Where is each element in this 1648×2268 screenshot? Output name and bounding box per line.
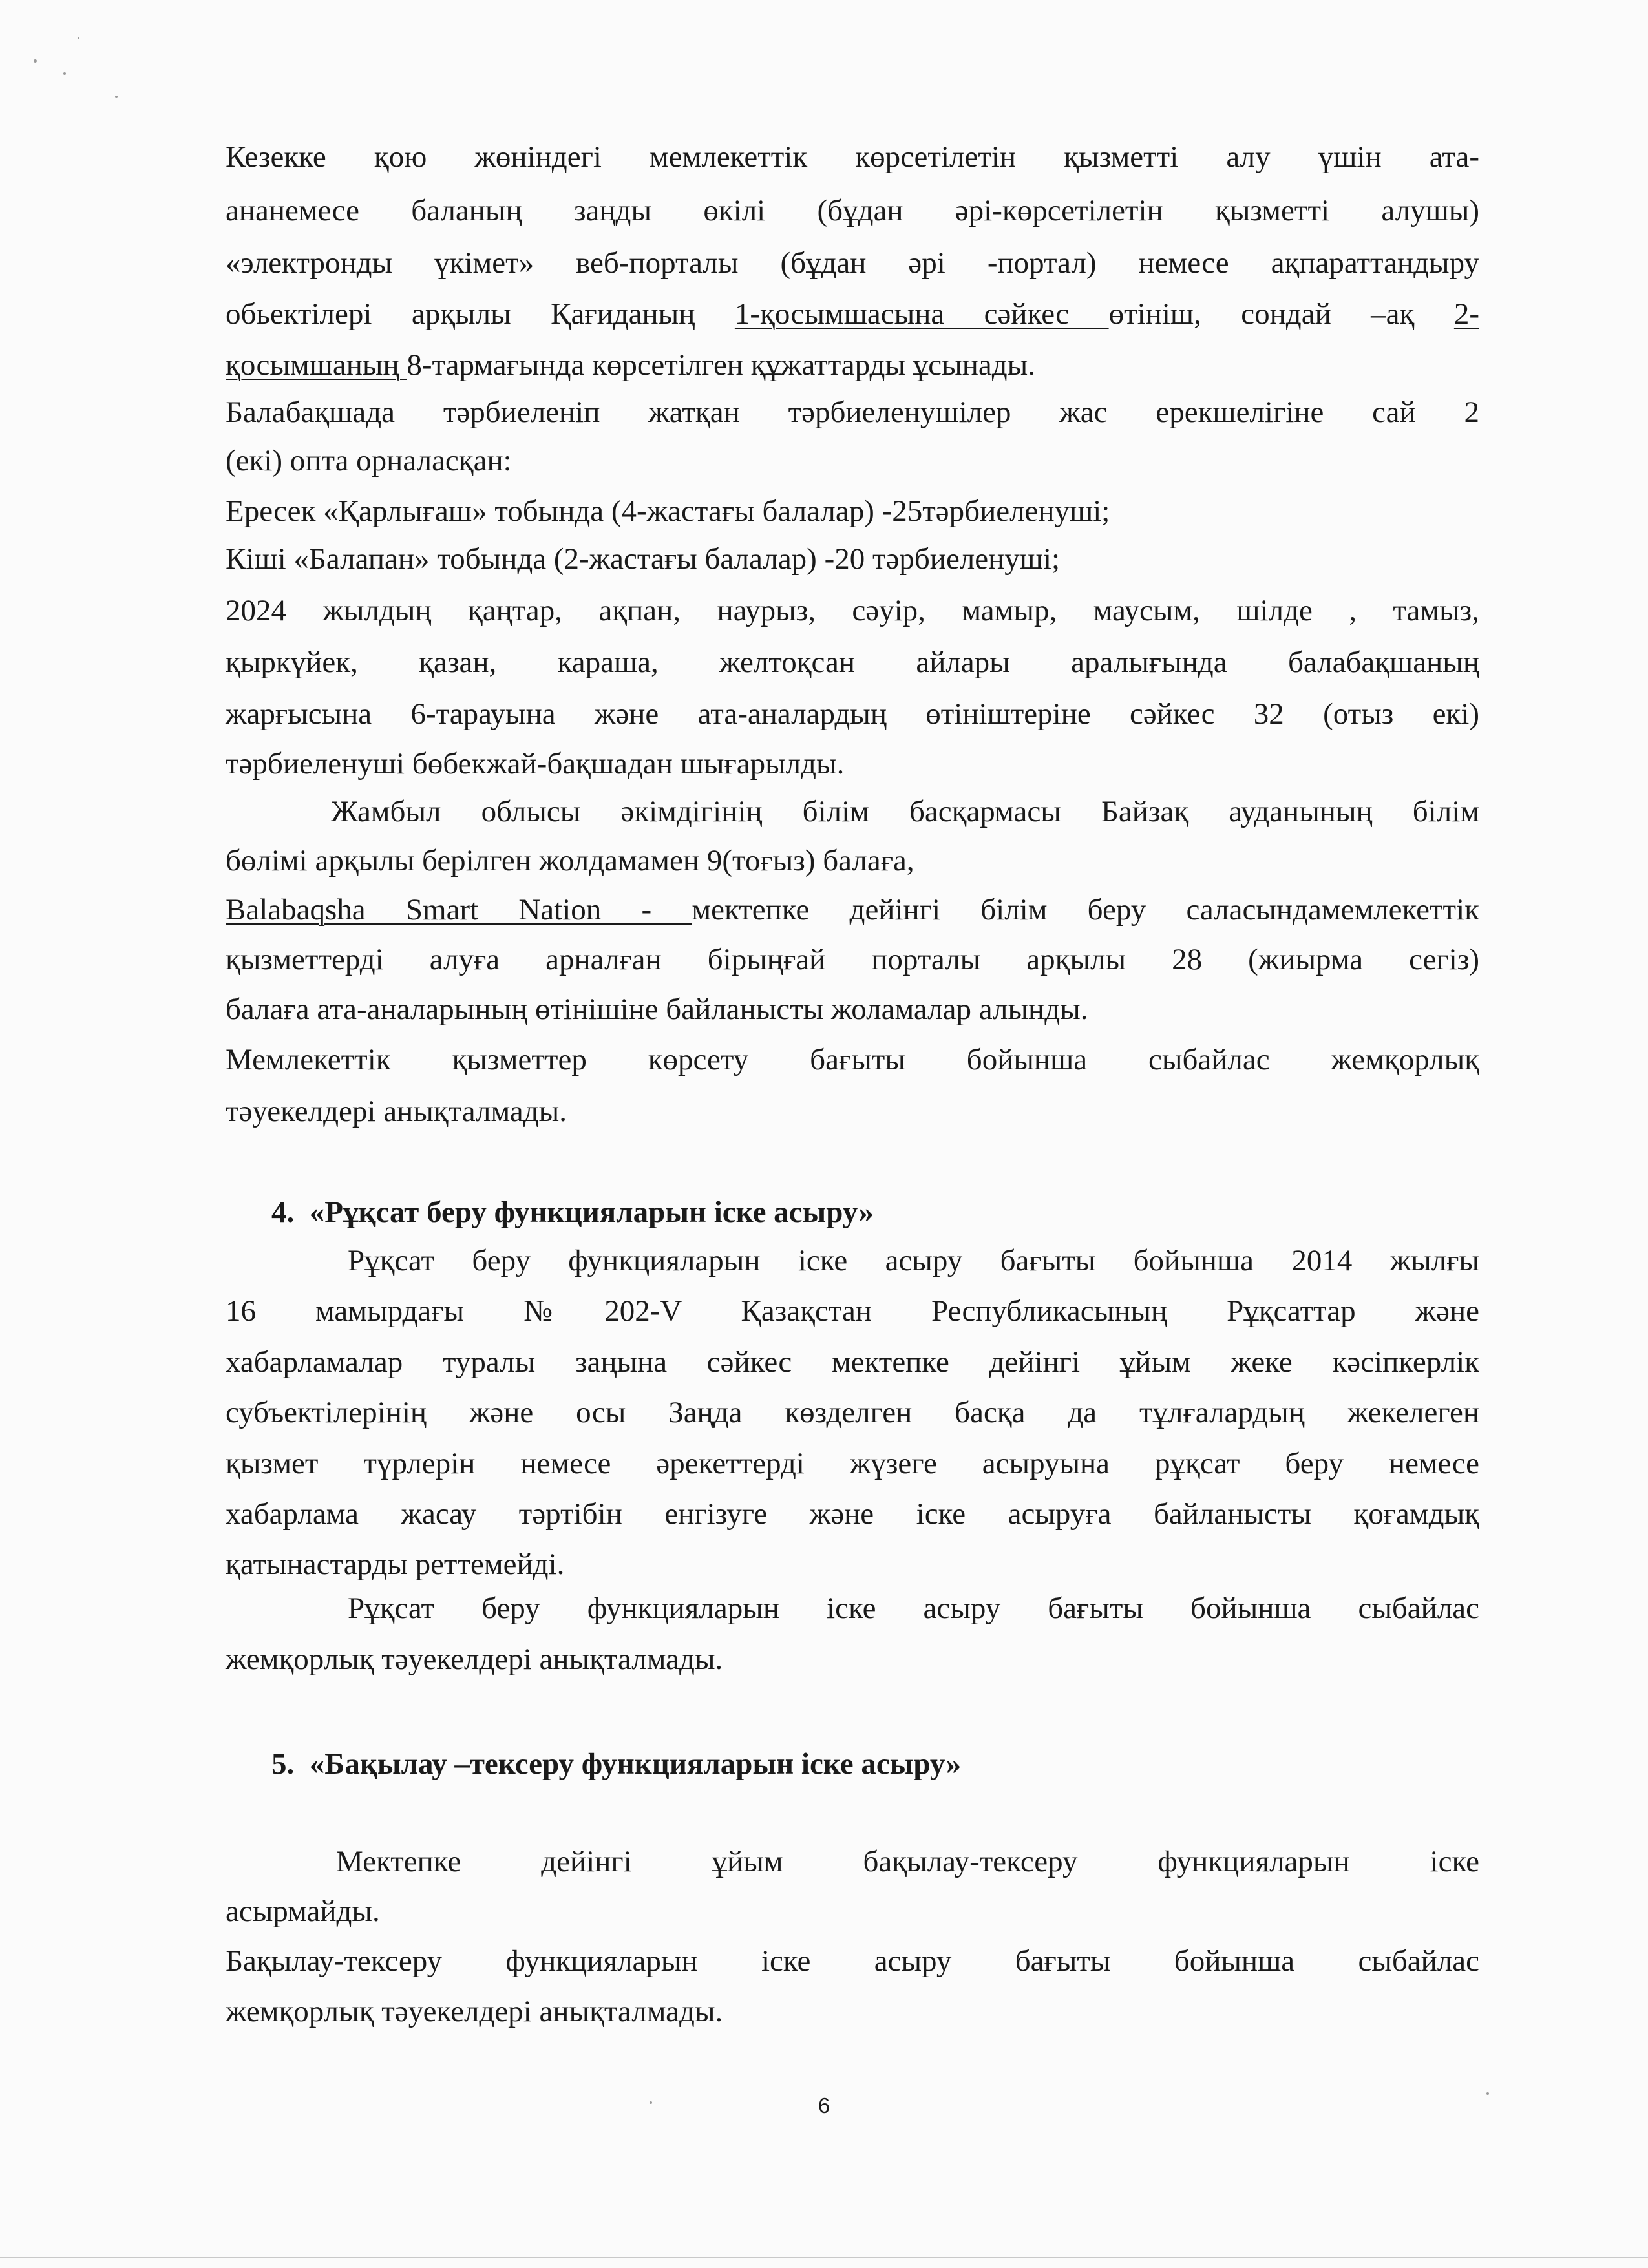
text-line: Ересек «Қарлығаш» тобында (4-жастағы балалар) -25тәрбиеленуші; (226, 494, 1110, 528)
text-line: «электронды үкімет» веб-порталы (бұдан әрі -портал) немесе ақпараттандыру (226, 246, 1479, 280)
text-line: жарғысына 6-тарауына және ата-аналардың өтініштеріне сәйкес 32 (отыз екі) (226, 697, 1479, 731)
text-line: қызметтерді алуға арналған бірыңғай порталы арқылы 28 (жиырма сегіз) (226, 943, 1479, 976)
text-line: жемқорлық тәуекелдері анықталмады. (226, 1995, 723, 2028)
scan-speck (650, 2101, 652, 2104)
scan-speck (78, 37, 79, 39)
text-line: қызмет түрлерін немесе әрекеттерді жүзеге асыруына рұқсат беру немесе (226, 1447, 1479, 1480)
text-line: жемқорлық тәуекелдері анықталмады. (226, 1643, 723, 1676)
text-line: Кезекке қою жөніндегі мемлекеттік көрсетілетін қызметті алу үшін ата- (226, 140, 1479, 174)
scan-speck (63, 72, 66, 75)
scan-bottom-edge (0, 2257, 1648, 2258)
text-line: балаға ата-аналарының өтінішіне байланысты жоламалар алынды. (226, 992, 1088, 1026)
section-number: 5. (271, 1747, 295, 1781)
text-line: Рұқсат беру функцияларын іске асыру бағыты бойынша 2014 жылғы (348, 1244, 1479, 1277)
text-line: Жамбыл облысы әкімдігінің білім басқармасы Байзақ ауданының білім (331, 795, 1479, 828)
text-line: ананемесе баланың заңды өкілі (бұдан әрі-көрсетілетін қызметті алушы) (226, 194, 1479, 227)
text-line: бөлімі арқылы берілген жолдамамен 9(тоғыз) балаға, (226, 844, 914, 877)
text-span: өтініш, сондай –ақ (1108, 297, 1454, 331)
text-line (226, 350, 1479, 381)
text-line: хабарламалар туралы заңына сәйкес мектепке дейінгі ұйым жеке кәсіпкерлік (226, 1345, 1479, 1379)
text-line: қатынастарды реттемейді. (226, 1548, 565, 1581)
appendix-2-link[interactable]: 2- (1453, 297, 1479, 331)
text-line: тәуекелдері анықталмады. (226, 1095, 567, 1128)
scan-speck (1486, 2092, 1489, 2095)
appendix-1-link[interactable]: 1-қосымшасына сәйкес (734, 297, 1109, 331)
scan-speck (34, 59, 37, 63)
text-line: тәрбиеленуші бөбекжай-бақшадан шығарылды. (226, 747, 845, 781)
text-line (226, 895, 1479, 925)
section-4-heading (271, 1197, 874, 1228)
text-line: асырмайды. (226, 1895, 380, 1928)
text-span: 8-тармағында көрсетілген құжаттарды ұсынады. (407, 348, 1035, 382)
text-line: (екі) опта орналасқан: (226, 444, 512, 478)
text-line: Мемлекеттік қызметтер көрсету бағыты бойынша сыбайлас жемқорлық (226, 1043, 1479, 1076)
page-number: 6 (818, 2094, 830, 2117)
text-line: 2024 жылдың қаңтар, ақпан, наурыз, сәуір, мамыр, маусым, шілде , тамыз, (226, 594, 1479, 627)
text-line: Мектепке дейінгі ұйым бақылау-тексеру функцияларын іске (336, 1845, 1479, 1878)
text-line: хабарлама жасау тәртібін енгізуге және іске асыруға байланысты қоғамдық (226, 1497, 1479, 1531)
text-line: Кіші «Балапан» тобында (2-жастағы балалар) -20 тәрбиеленуші; (226, 542, 1061, 576)
balabaqsha-portal-link[interactable]: Balabaqsha Smart Nation - (226, 893, 692, 927)
text-line (226, 299, 1479, 330)
text-span: обьектілері арқылы Қағиданың (226, 297, 735, 331)
text-line: 16 мамырдағы №202-V Қазақстан Республикасының Рұқсаттар және (226, 1294, 1479, 1328)
text-line: Рұқсат беру функцияларын іске асыру бағыты бойынша сыбайлас (348, 1591, 1479, 1625)
text-line: қыркүйек, қазан, караша, желтоқсан айлары аралығында балабақшаның (226, 646, 1479, 679)
section-number: 4. (271, 1195, 295, 1229)
section-5-heading (271, 1749, 961, 1780)
section-title: «Бақылау –тексеру функцияларын іске асыру» (309, 1747, 962, 1781)
scan-speck (115, 96, 118, 98)
section-title: «Рұқсат беру функцияларын іске асыру» (309, 1195, 874, 1229)
text-line: Балабақшада тәрбиеленіп жатқан тәрбиеленушілер жас ерекшелігіне сай 2 (226, 395, 1479, 429)
text-span: мектепке дейінгі білім беру саласындамемлекеттік (692, 893, 1479, 927)
text-line: Бақылау-тексеру функцияларын іске асыру бағыты бойынша сыбайлас (226, 1944, 1479, 1978)
appendix-2-link-cont[interactable]: қосымшаның (226, 348, 407, 382)
text-line: субъектілерінің және осы Заңда көзделген басқа да тұлғалардың жекелеген (226, 1396, 1479, 1429)
